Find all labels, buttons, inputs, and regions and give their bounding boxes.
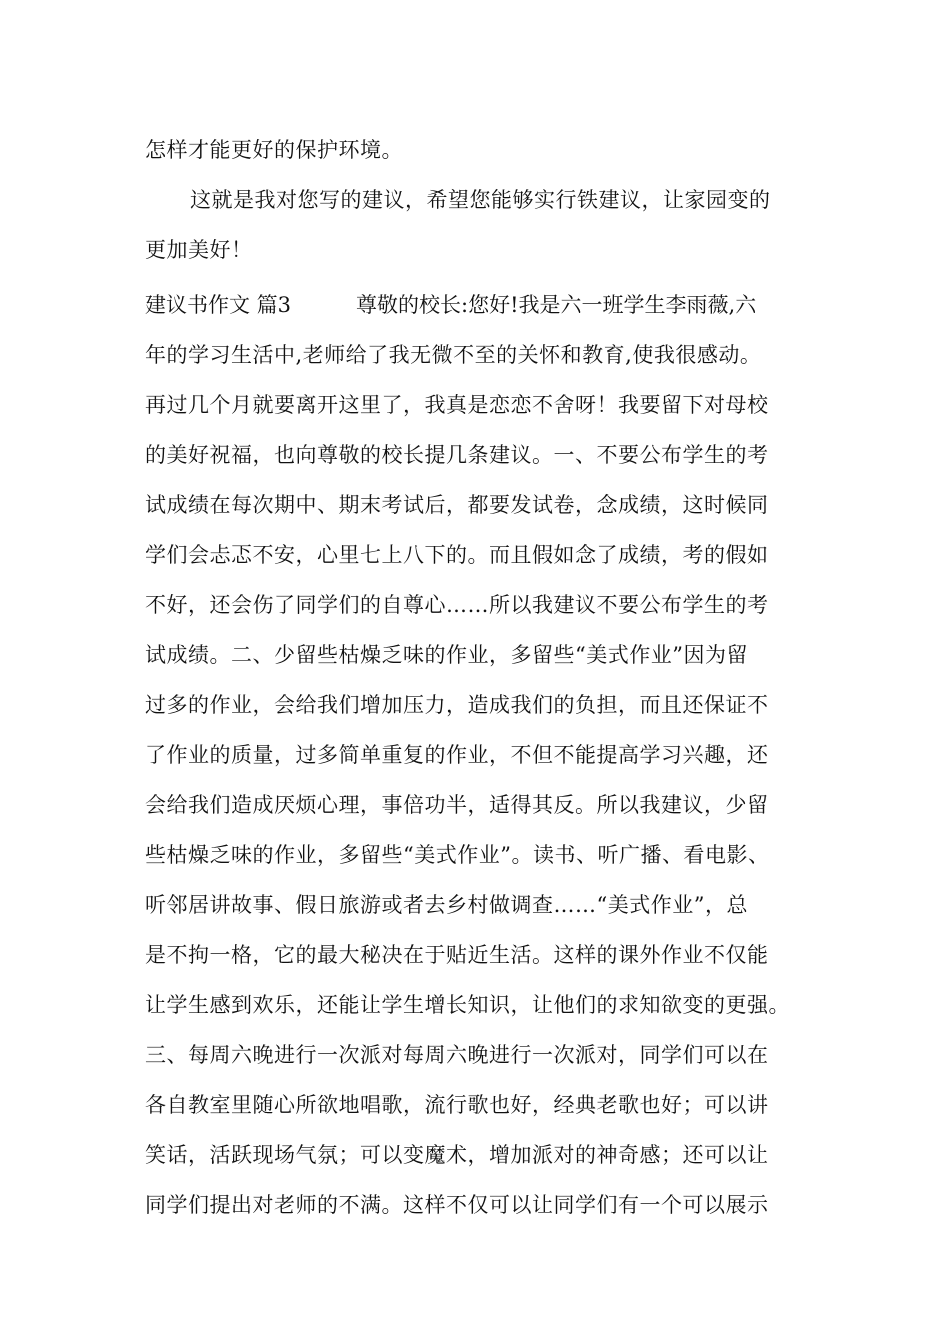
body-line: 学们会忐忑不安，心里七上八下的。而且假如念了成绩，考的假如 [145,543,769,567]
body-line: 试成绩。二、少留些枯燥乏味的作业，多留些“美式作业”因为留 [145,643,748,667]
body-line: 再过几个月就要离开这里了，我真是恋恋不舍呀！我要留下对母校 [145,393,769,417]
body-line: 过多的作业，会给我们增加压力，造成我们的负担，而且还保证不 [145,693,769,717]
body-line: 是不拘一格，它的最大秘决在于贴近生活。这样的课外作业不仅能 [145,943,769,967]
body-line: 年的学习生活中,老师给了我无微不至的关怀和教育,使我很感动。 [145,343,762,367]
body-line: 三、每周六晚进行一次派对每周六晚进行一次派对，同学们可以在 [145,1043,769,1067]
body-line: 试成绩在每次期中、期末考试后，都要发试卷，念成绩，这时候同 [145,493,769,517]
body-line: 了作业的质量，过多简单重复的作业，不但不能提高学习兴趣，还 [145,743,769,767]
body-line: 些枯燥乏味的作业，多留些“美式作业”。读书、听广播、看电影、 [145,843,770,867]
body-line: 让学生感到欢乐，还能让学生增长知识，让他们的求知欲变的更强。 [145,993,790,1017]
body-line: 同学们提出对老师的不满。这样不仅可以让同学们有一个可以展示 [145,1193,769,1217]
text-line: 怎样才能更好的保护环境。 [145,138,403,162]
body-line: 听邻居讲故事、假日旅游或者去乡村做调查……“美式作业”，总 [145,893,748,917]
body-line: 各自教室里随心所欲地唱歌，流行歌也好，经典老歌也好；可以讲 [145,1093,769,1117]
section-heading: 建议书作文 篇3 [145,293,292,317]
body-line: 会给我们造成厌烦心理，事倍功半，适得其反。所以我建议，少留 [145,793,769,817]
paragraph-line: 更加美好！ [145,238,253,262]
paragraph-line: 这就是我对您写的建议，希望您能够实行铁建议，让家园变的 [190,188,771,212]
body-line: 笑话，活跃现场气氛；可以变魔术，增加派对的神奇感；还可以让 [145,1143,769,1167]
body-line: 的美好祝福，也向尊敬的校长提几条建议。一、不要公布学生的考 [145,443,769,467]
letter-opening: 尊敬的校长:您好!我是六一班学生李雨薇,六 [356,293,757,317]
body-line: 不好，还会伤了同学们的自尊心……所以我建议不要公布学生的考 [145,593,769,617]
